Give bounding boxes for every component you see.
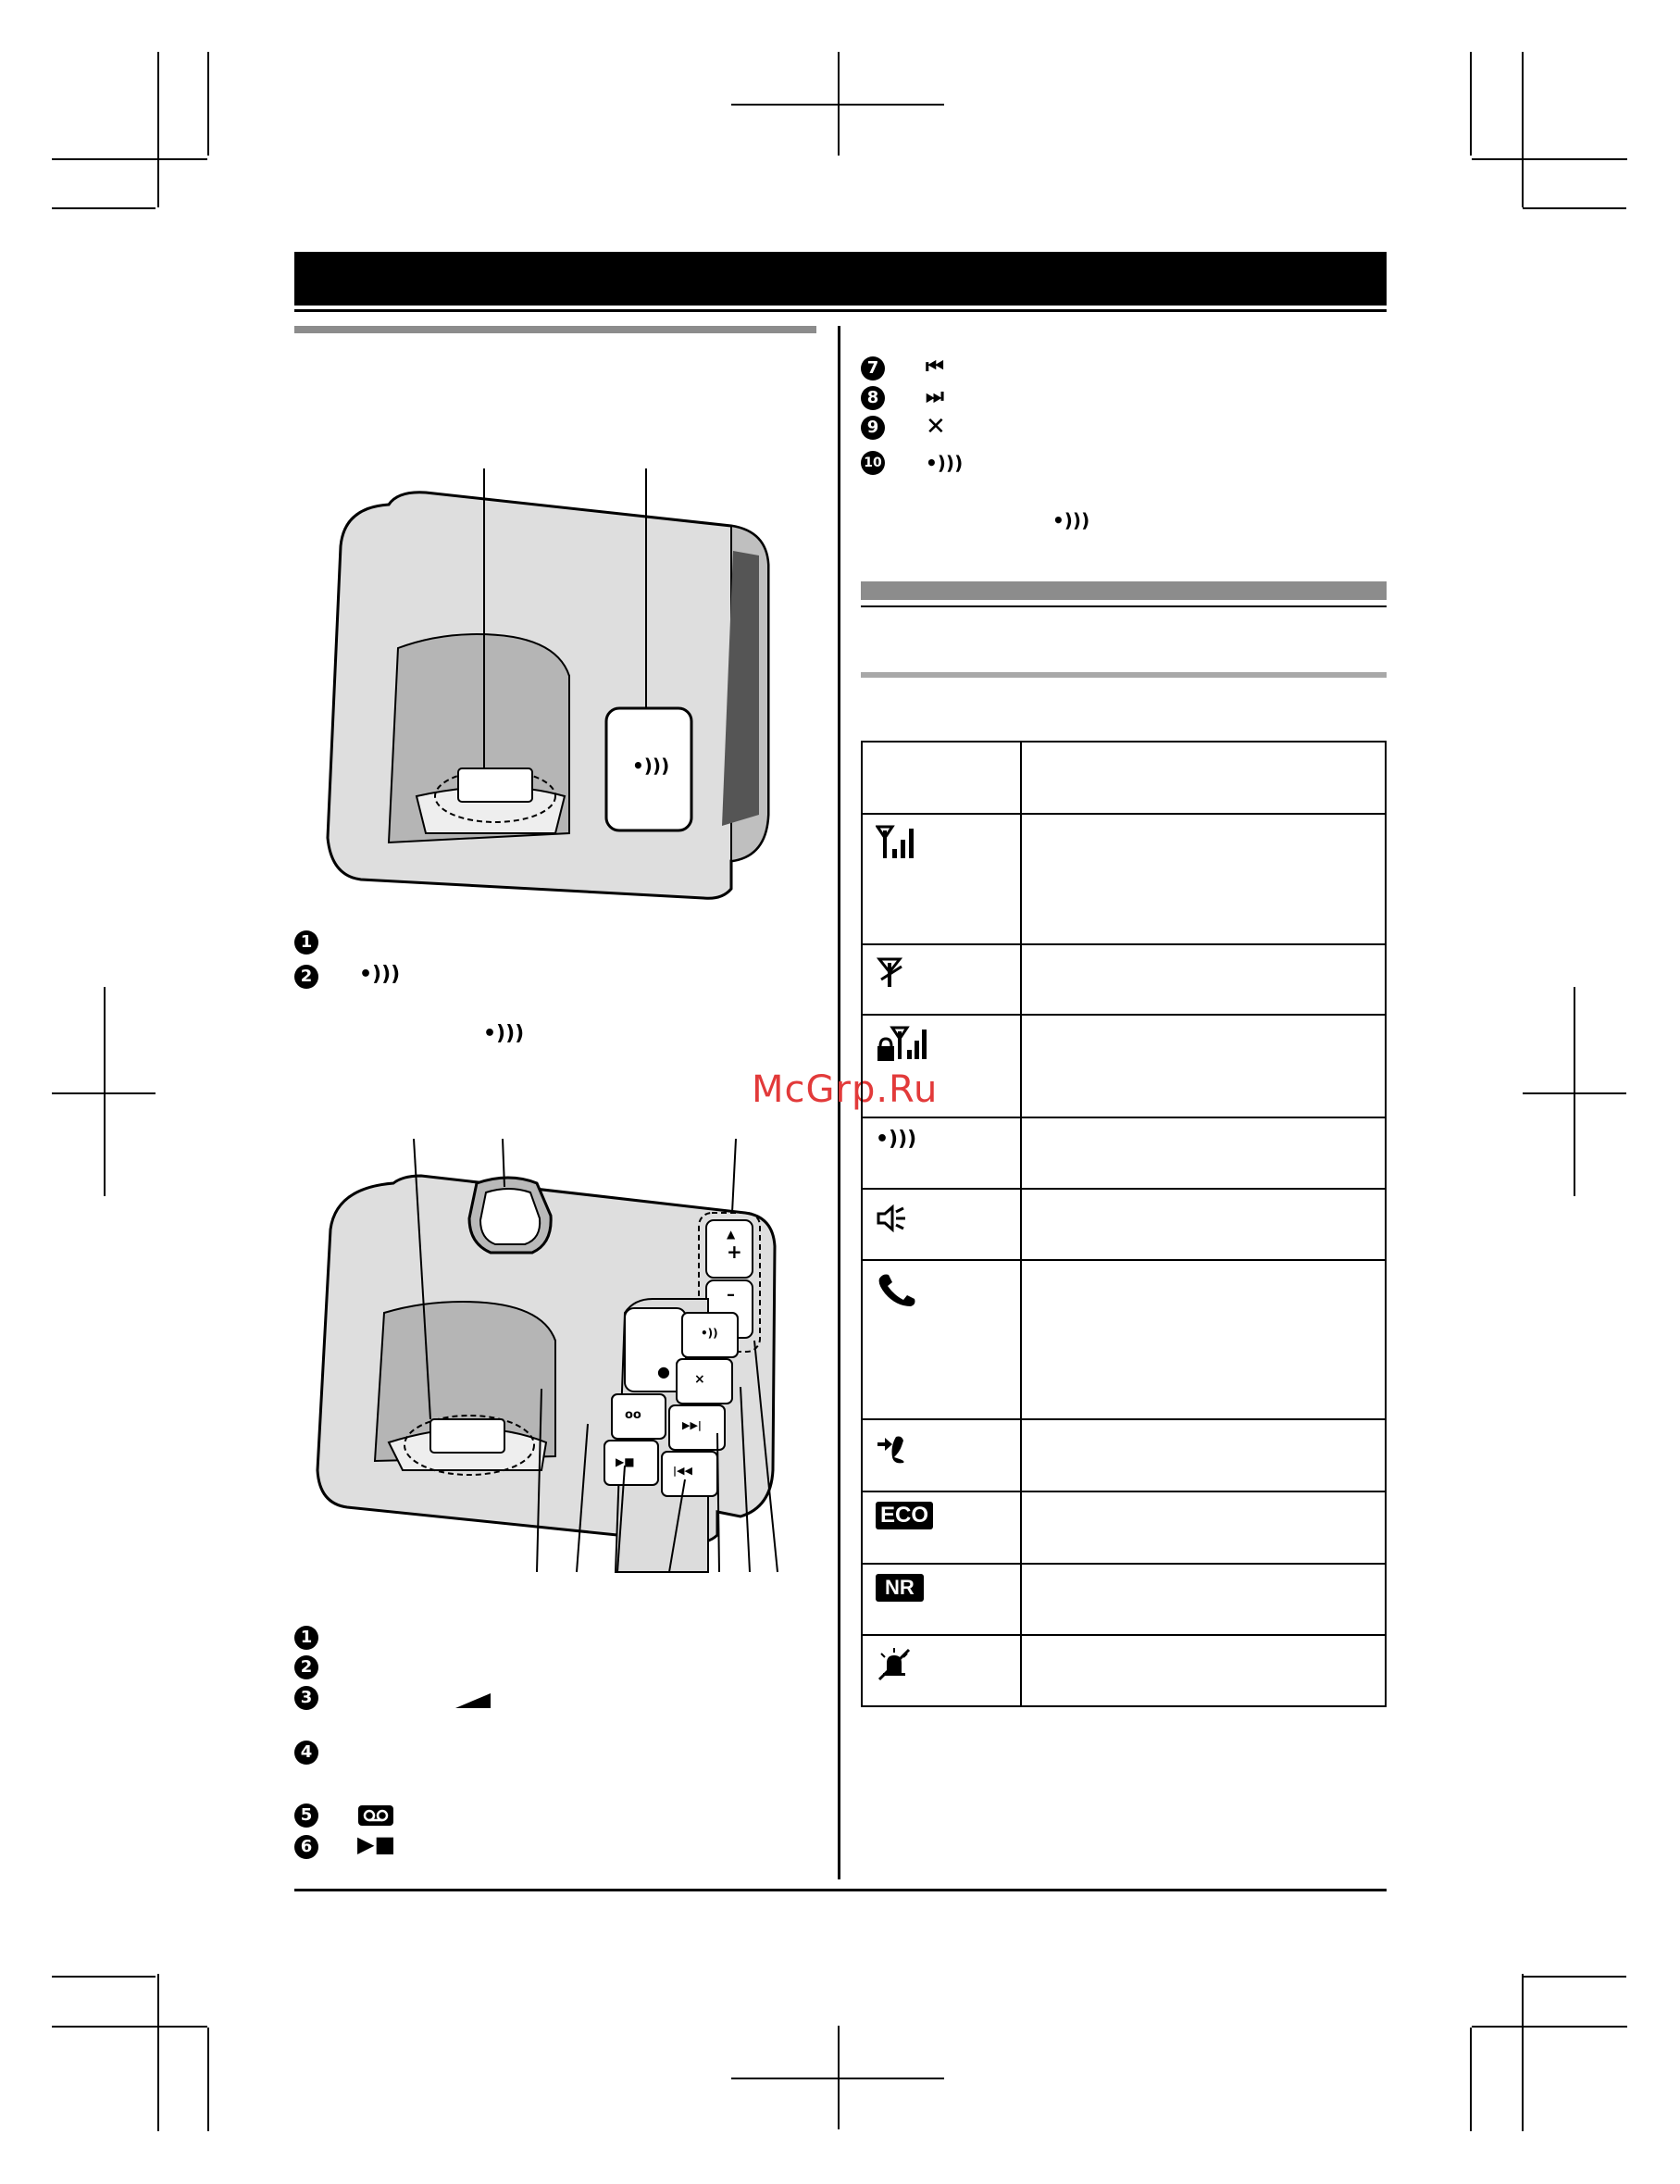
callout-badge-1: 1 (294, 1626, 318, 1650)
table-cell (1021, 814, 1386, 944)
crop-mark (207, 52, 209, 156)
answer-on-button-glyph: oo (625, 1408, 641, 1422)
section-heading-bar (861, 581, 1387, 600)
table-cell (1021, 1564, 1386, 1635)
play-stop-button-glyph: ▶■ (616, 1455, 635, 1468)
crop-mark (157, 1974, 159, 2131)
delete-button-glyph: × (694, 1372, 705, 1387)
divider (861, 605, 1387, 607)
noise-reduction-icon (876, 1574, 924, 1602)
table-cell (1021, 1491, 1386, 1564)
skip-forward-icon: ⏭ (926, 385, 944, 408)
table-row (862, 1564, 1386, 1635)
crop-mark (52, 2026, 207, 2028)
header-underline (294, 309, 1387, 312)
crop-mark (1472, 2026, 1627, 2028)
display-icon-table (861, 741, 1387, 1707)
eco-mode-icon (876, 1502, 933, 1529)
table-cell (862, 814, 1021, 944)
section-heading-bar (294, 326, 816, 333)
table-cell (862, 1015, 1021, 1117)
callout-badge-5: 5 (294, 1803, 318, 1828)
signal-waves-icon: •))) (359, 963, 401, 986)
table-row (862, 1635, 1386, 1706)
locator-button-glyph: ● (657, 1363, 670, 1380)
volume-up-glyph: ▲ (727, 1228, 736, 1241)
speaker-icon (876, 1199, 909, 1238)
crop-mark (104, 987, 106, 1196)
table-row (862, 1189, 1386, 1260)
callout-badge-2: 2 (294, 965, 318, 989)
crop-mark (52, 207, 156, 209)
signal-waves-icon: •))) (483, 1022, 525, 1045)
table-header-cell (862, 742, 1021, 814)
footer-line (294, 1889, 1387, 1891)
table-row (862, 1117, 1386, 1189)
table-row (862, 814, 1386, 944)
table-cell (862, 1189, 1021, 1260)
crop-mark (1522, 52, 1524, 207)
table-row (862, 1015, 1386, 1117)
phone-handset-icon (876, 1270, 918, 1309)
out-of-range-icon (876, 955, 913, 993)
crop-mark (838, 2026, 840, 2129)
table-cell (862, 1635, 1021, 1706)
callout-badge-2: 2 (294, 1655, 318, 1679)
volume-wedge-icon (455, 1692, 492, 1709)
crop-mark (52, 158, 207, 160)
skip-back-button-glyph: |◀◀ (673, 1465, 692, 1477)
crop-mark (1470, 52, 1472, 156)
intercom-icon: •))) (1052, 509, 1090, 531)
volume-plus-glyph: + (727, 1241, 742, 1263)
callout-badge-10: 10 (861, 451, 885, 475)
header-bar (294, 252, 1387, 306)
table-row (862, 1419, 1386, 1491)
table-header-cell (1021, 742, 1386, 814)
ringer-off-icon (876, 1645, 913, 1684)
noise-reduction-label: NR (885, 1576, 915, 1599)
table-row (862, 944, 1386, 1015)
crop-mark (157, 52, 159, 207)
table-cell (862, 1564, 1021, 1635)
signal-strength-icon (876, 824, 916, 863)
callout-badge-4: 4 (294, 1741, 318, 1765)
crop-mark (52, 1976, 156, 1978)
locked-signal-icon (876, 1025, 927, 1064)
table-cell (1021, 1189, 1386, 1260)
table-cell (862, 1260, 1021, 1419)
base-unit-figure-1 (324, 463, 805, 907)
crop-mark (1523, 207, 1626, 209)
delete-icon: ✕ (926, 413, 946, 441)
table-cell (862, 1117, 1021, 1189)
intercom-icon: •))) (926, 452, 964, 474)
table-cell (1021, 944, 1386, 1015)
skip-forward-button-glyph: ▶▶| (682, 1419, 702, 1431)
callout-badge-7: 7 (861, 356, 885, 381)
table-cell (1021, 1117, 1386, 1189)
volume-minus-glyph: – (727, 1285, 735, 1304)
crop-mark (1522, 1974, 1524, 2131)
table-cell (862, 944, 1021, 1015)
table-row (862, 1260, 1386, 1419)
table-row (862, 1491, 1386, 1564)
callout-badge-9: 9 (861, 416, 885, 440)
crop-mark (1472, 158, 1627, 160)
table-cell (1021, 1015, 1386, 1117)
callout-badge-1: 1 (294, 930, 318, 955)
skip-back-icon: ⏮ (926, 356, 944, 379)
eco-mode-label: ECO (880, 1503, 929, 1528)
table-cell (862, 1419, 1021, 1491)
table-cell (1021, 1260, 1386, 1419)
incoming-call-icon (876, 1429, 913, 1468)
callout-badge-8: 8 (861, 386, 885, 410)
intercom-signal-icon: •))) (876, 1128, 917, 1151)
subsection-bar (861, 672, 1387, 678)
crop-mark (838, 52, 840, 156)
watermark: McGrp.Ru (752, 1068, 939, 1111)
answering-machine-icon (357, 1804, 394, 1827)
table-cell (1021, 1635, 1386, 1706)
table-cell (862, 1491, 1021, 1564)
crop-mark (207, 2028, 209, 2131)
crop-mark (1523, 1976, 1626, 1978)
table-cell (1021, 1419, 1386, 1491)
crop-mark (1574, 987, 1575, 1196)
base-unit-figure-2 (310, 1137, 810, 1581)
signal-waves-icon: •))) (632, 755, 670, 777)
table-header-row (862, 742, 1386, 814)
play-stop-icon: ▶■ (357, 1831, 396, 1857)
callout-badge-6: 6 (294, 1835, 318, 1859)
intercom-button-glyph: •)) (701, 1327, 718, 1340)
crop-mark (1470, 2028, 1472, 2131)
callout-badge-3: 3 (294, 1686, 318, 1710)
